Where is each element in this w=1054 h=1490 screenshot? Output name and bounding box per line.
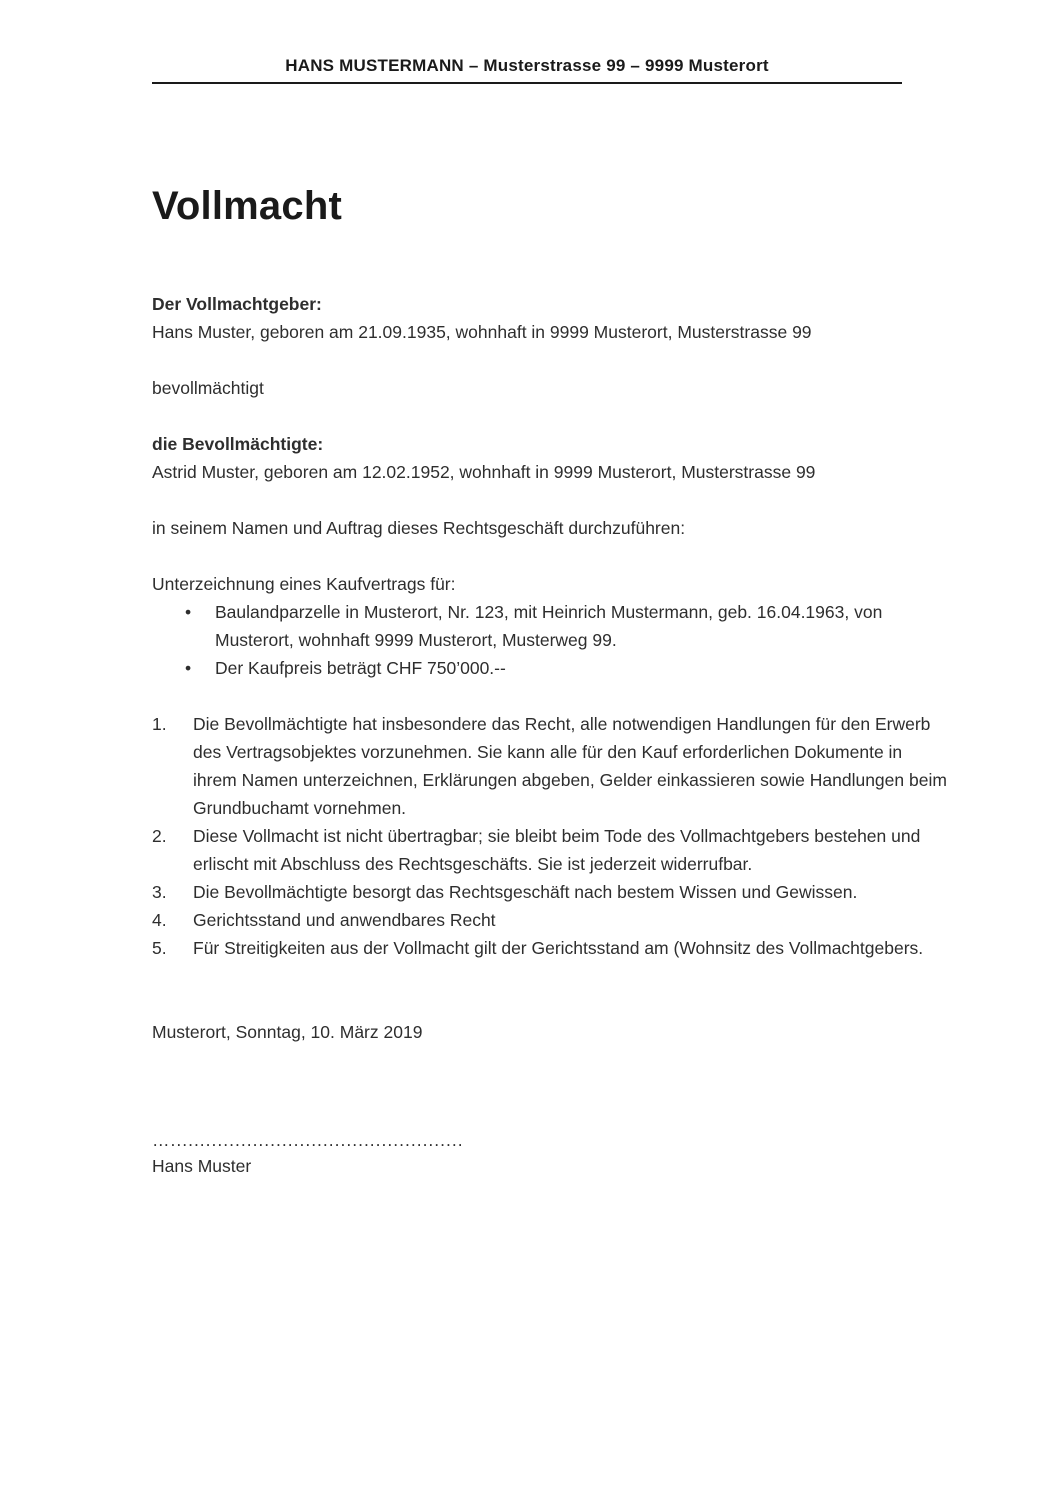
principal-details: Hans Muster, geboren am 21.09.1935, wohnhaft in 9999 Musterort, Musterstrasse 99 [152,322,812,342]
clause-item [152,710,947,822]
clause-text: Die Bevollmächtigte hat insbesondere das Recht, alle notwendigen Handlungen für den Erwerb des Vertragsobjektes vorzunehmen. Sie kann alle für den Kauf erforderlichen Dokumente in ihrem Namen unterzeichnen, Erklärungen abgeben, Gelder einkassieren sowie Handlungen beim Grundbuchamt vornehmen. [193,714,947,818]
letterhead [152,56,902,84]
clause-number: 2. [152,826,167,846]
place-date: Musterort, Sonntag, 10. März 2019 [152,1022,423,1042]
document-body [152,184,947,1180]
principal-label: Der Vollmachtgeber: [152,294,322,314]
clause-list [152,710,947,962]
subject-intro: Unterzeichnung eines Kaufvertrags für: [152,574,456,594]
agent-label: die Bevollmächtigte: [152,434,324,454]
clause-number: 5. [152,938,167,958]
letterhead-text: HANS MUSTERMANN – Musterstrasse 99 – 9999 Musterort [285,56,769,75]
bullet-item-parcel: • Baulandparzelle in Musterort, Nr. 123, mit Heinrich Mustermann, geb. 16.04.1963, von Musterort, wohnhaft 9999 Musterort, Musterweg 99. [215,598,947,654]
purpose-text: in seinem Namen und Auftrag dieses Rechtsgeschäft durchzuführen: [152,518,686,538]
authorization-word: bevollmächtigt [152,378,264,398]
bullet-item-price: • Der Kaufpreis beträgt CHF 750’000.-- [215,654,947,682]
clause-number: 1. [152,714,167,734]
clause-item [152,878,947,906]
clause-text: Für Streitigkeiten aus der Vollmacht gilt der Gerichtsstand am (Wohnsitz des Vollmachtgebers. [193,938,924,958]
clause-text: Gerichtsstand und anwendbares Recht [193,910,496,930]
clause-number: 4. [152,910,167,930]
clause-item [152,822,947,878]
clause-item [152,906,947,934]
clause-item [152,934,947,962]
signature-block [152,1128,947,1180]
document-title: Vollmacht [152,184,342,228]
clause-text: Die Bevollmächtigte besorgt das Rechtsgeschäft nach bestem Wissen und Gewissen. [193,882,858,902]
agent-details: Astrid Muster, geboren am 12.02.1952, wohnhaft in 9999 Musterort, Musterstrasse 99 [152,462,816,482]
signature-line: ….................................................. [152,1130,464,1150]
signature-name: Hans Muster [152,1156,252,1176]
clause-number: 3. [152,882,167,902]
subject-bullet-list [152,598,947,682]
clause-text: Diese Vollmacht ist nicht übertragbar; sie bleibt beim Tode des Vollmachtgebers bestehen und erlischt mit Abschluss des Rechtsgeschäfts. Sie ist jederzeit widerrufbar. [193,826,921,874]
